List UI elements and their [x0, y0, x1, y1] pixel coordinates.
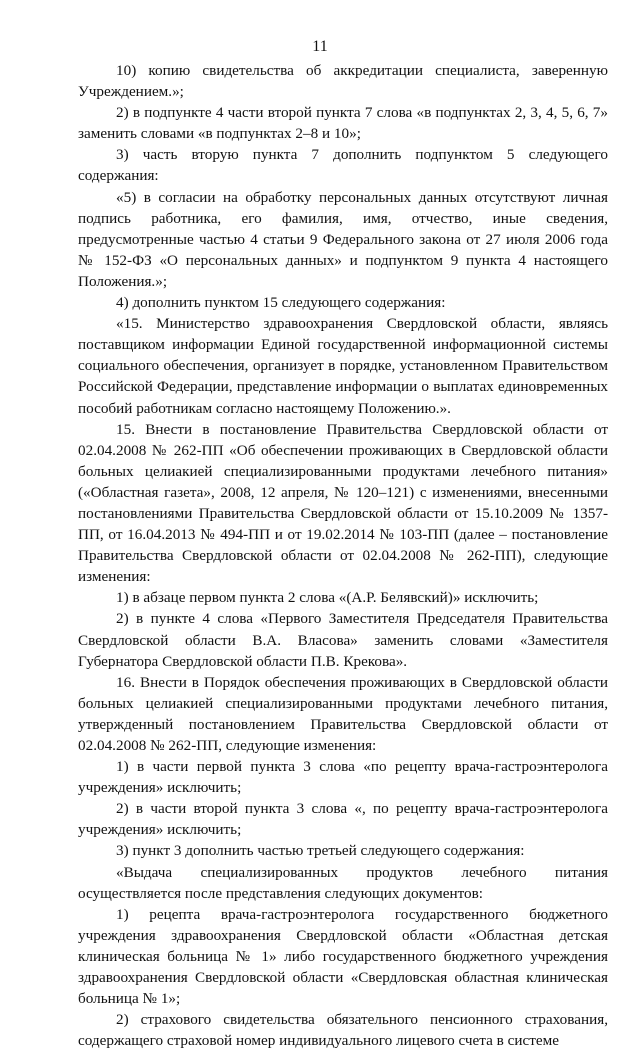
document-body — [78, 60, 608, 1051]
paragraph: 2) в пункте 4 слова «Первого Заместителя Председателя Правительства Свердловской области В.А. Власова» заменить словами «Заместителя Губернатора Свердловской области П.В. Крекова». — [78, 610, 608, 670]
paragraph: 3) пункт 3 дополнить частью третьей следующего содержания: — [116, 842, 525, 860]
paragraph: 1) рецепта врача-гастроэнтеролога государственного бюджетного учреждения здравоохранения Свердловской области «Областная детская клиническая больница № 1» либо государственного бюджетного учреждения здравоохранения Свердловской области «Свердловская областная клиническая больница № 1»; — [78, 905, 608, 1008]
paragraph: 10) копию свидетельства об аккредитации специалиста, заверенную Учреждением.»; — [78, 62, 608, 101]
paragraph: «Выдача специализированных продуктов лечебного питания осуществляется после представления следующих документов: — [78, 863, 608, 902]
paragraph: 3) часть вторую пункта 7 дополнить подпунктом 5 следующего содержания: — [78, 146, 608, 185]
paragraph: 1) в абзаце первом пункта 2 слова «(А.Р. Белявский)» исключить; — [116, 589, 539, 607]
paragraph: 1) в части первой пункта 3 слова «по рецепту врача-гастроэнтеролога учреждения» исключить; — [78, 758, 608, 797]
paragraph: 2) страхового свидетельства обязательного пенсионного страхования, содержащего страховой номер индивидуального лицевого счета в системе — [78, 1011, 608, 1050]
paragraph: 16. Внести в Порядок обеспечения проживающих в Свердловской области больных целиакией специализированными продуктами лечебного питания, утвержденный постановлением Правительства Свердловской области от 02.04.2008 № 262-ПП, следующие изменения: — [78, 673, 608, 754]
paragraph: «5) в согласии на обработку персональных данных отсутствуют личная подпись работника, его фамилия, имя, отчество, иные сведения, предусмотренные частью 4 статьи 9 Федерального закона от 27 июля 2006 года № 152-ФЗ «О персональных данных» и подпунктом 9 пункта 4 настоящего Положения.»; — [78, 188, 608, 290]
paragraph: 4) дополнить пунктом 15 следующего содержания: — [116, 294, 446, 312]
paragraph: «15. Министерство здравоохранения Свердловской области, являясь поставщиком информации Единой государственной информационной системы социального обеспечения, организует в порядке, установленном Правительством Российской Федерации, представление информации о выплатах единовременных пособий работникам согласно настоящему Положению.». — [78, 315, 608, 417]
paragraph: 2) в части второй пункта 3 слова «, по рецепту врача-гастроэнтеролога учреждения» исключить; — [78, 800, 608, 839]
page-number: 11 — [312, 38, 328, 55]
paragraph: 15. Внести в постановление Правительства Свердловской области от 02.04.2008 № 262-ПП «Об обеспечении проживающих в Свердловской области больных целиакией специализированными продуктами лечебного питания» («Областная газета», 2008, 12 апреля, № 120–121) с изменениями, внесенными постановлениями Правительства Свердловской области от 15.10.2009 № 1357-ПП, от 16.04.2013 № 494-ПП и от 19.02.2014 № 103-ПП (далее – постановление Правительства Свердловской области от 02.04.2008 № 262-ПП), следующие изменения: — [78, 420, 608, 586]
paragraph: 2) в подпункте 4 части второй пункта 7 слова «в подпунктах 2, 3, 4, 5, 6, 7» заменить словами «в подпунктах 2–8 и 10»; — [78, 104, 608, 143]
